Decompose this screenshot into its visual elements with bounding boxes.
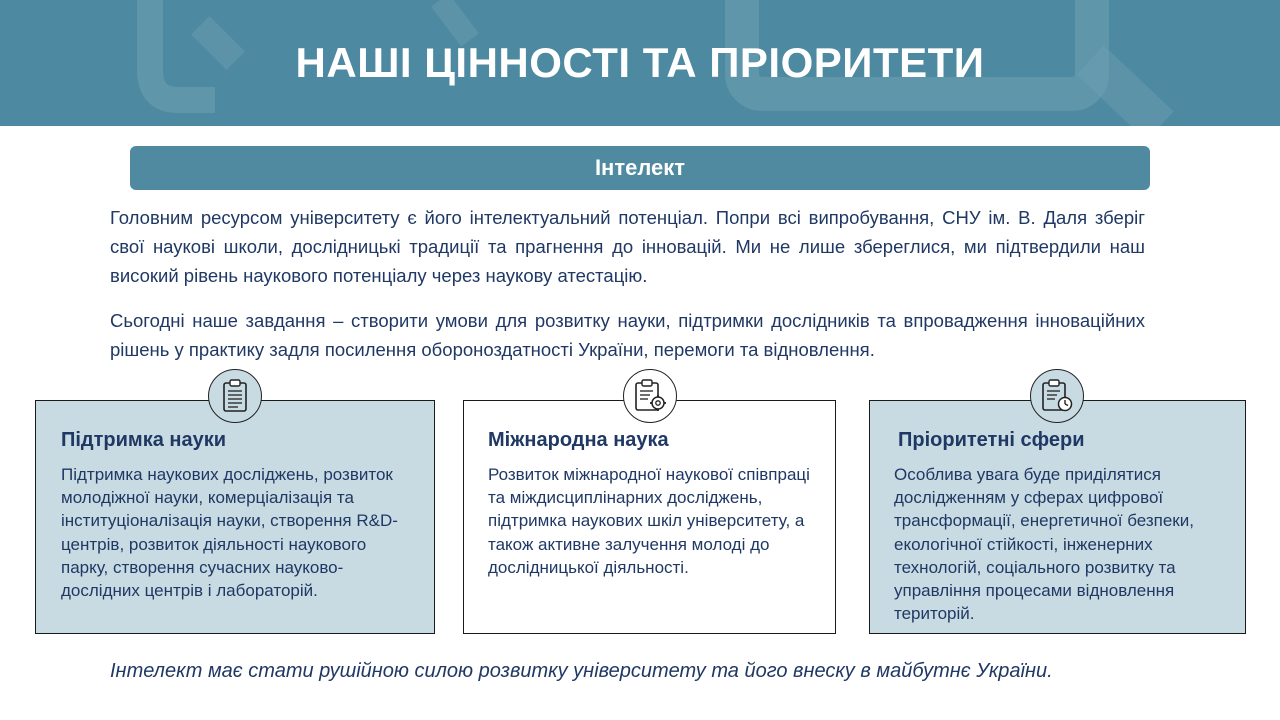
card-title: Міжнародна наука [488, 429, 669, 451]
clipboard-icon [208, 369, 262, 423]
intro-paragraph-2: Сьогодні наше завдання – створити умови для розвитку науки, підтримки дослідників та впровадження інноваційних рішень у практику задля посилення обороноздатності України, перемоги та відновлення. [110, 310, 1145, 360]
section-heading: Інтелект [594, 155, 686, 180]
card-priority-areas [869, 400, 1246, 634]
section-heading-bar [130, 146, 1150, 190]
card-text: Особлива увага буде приділятися дослідженням у сферах цифрової трансформації, енергетичної безпеки, екологічної стійкості, інженерних технологій, соціального розвитку та управління процесами відновлення територій. [894, 465, 1194, 624]
clipboard-clock-icon [1030, 369, 1084, 423]
card-text: Розвиток міжнародної наукової співпраці та міждисциплінарних досліджень, підтримка наукових шкіл університету, а також активне залучення молоді до дослідницької діяльності. [488, 465, 810, 577]
page-title: НАШІ ЦІННОСТІ ТА ПРІОРИТЕТИ [295, 39, 985, 86]
clipboard-gear-icon [623, 369, 677, 423]
card-text: Підтримка наукових досліджень, розвиток молодіжної науки, комерціалізація та інституціоналізація науки, створення R&D-центрів, розвиток діяльності наукового парку, створення сучасних науково-дослідних центрів і лабораторій. [61, 465, 398, 601]
card-title: Підтримка науки [61, 429, 227, 451]
header-banner [0, 0, 1280, 126]
card-science-support [35, 400, 435, 634]
intro-paragraph-1: Головним ресурсом університету є його інтелектуальний потенціал. Попри всі випробування, СНУ ім. В. Даля зберіг свої наукові школи, дослідницькі традиції та прагнення до інновацій. Ми не лише збереглися, ми підтвердили наш високий рівень наукового потенціалу через наукову атестацію. [110, 207, 1145, 286]
card-international-science [463, 400, 836, 634]
card-title: Пріоритетні сфери [898, 429, 1085, 451]
footer-statement: Інтелект має стати рушійною силою розвитку університету та його внеску в майбутнє України. [110, 660, 1053, 682]
